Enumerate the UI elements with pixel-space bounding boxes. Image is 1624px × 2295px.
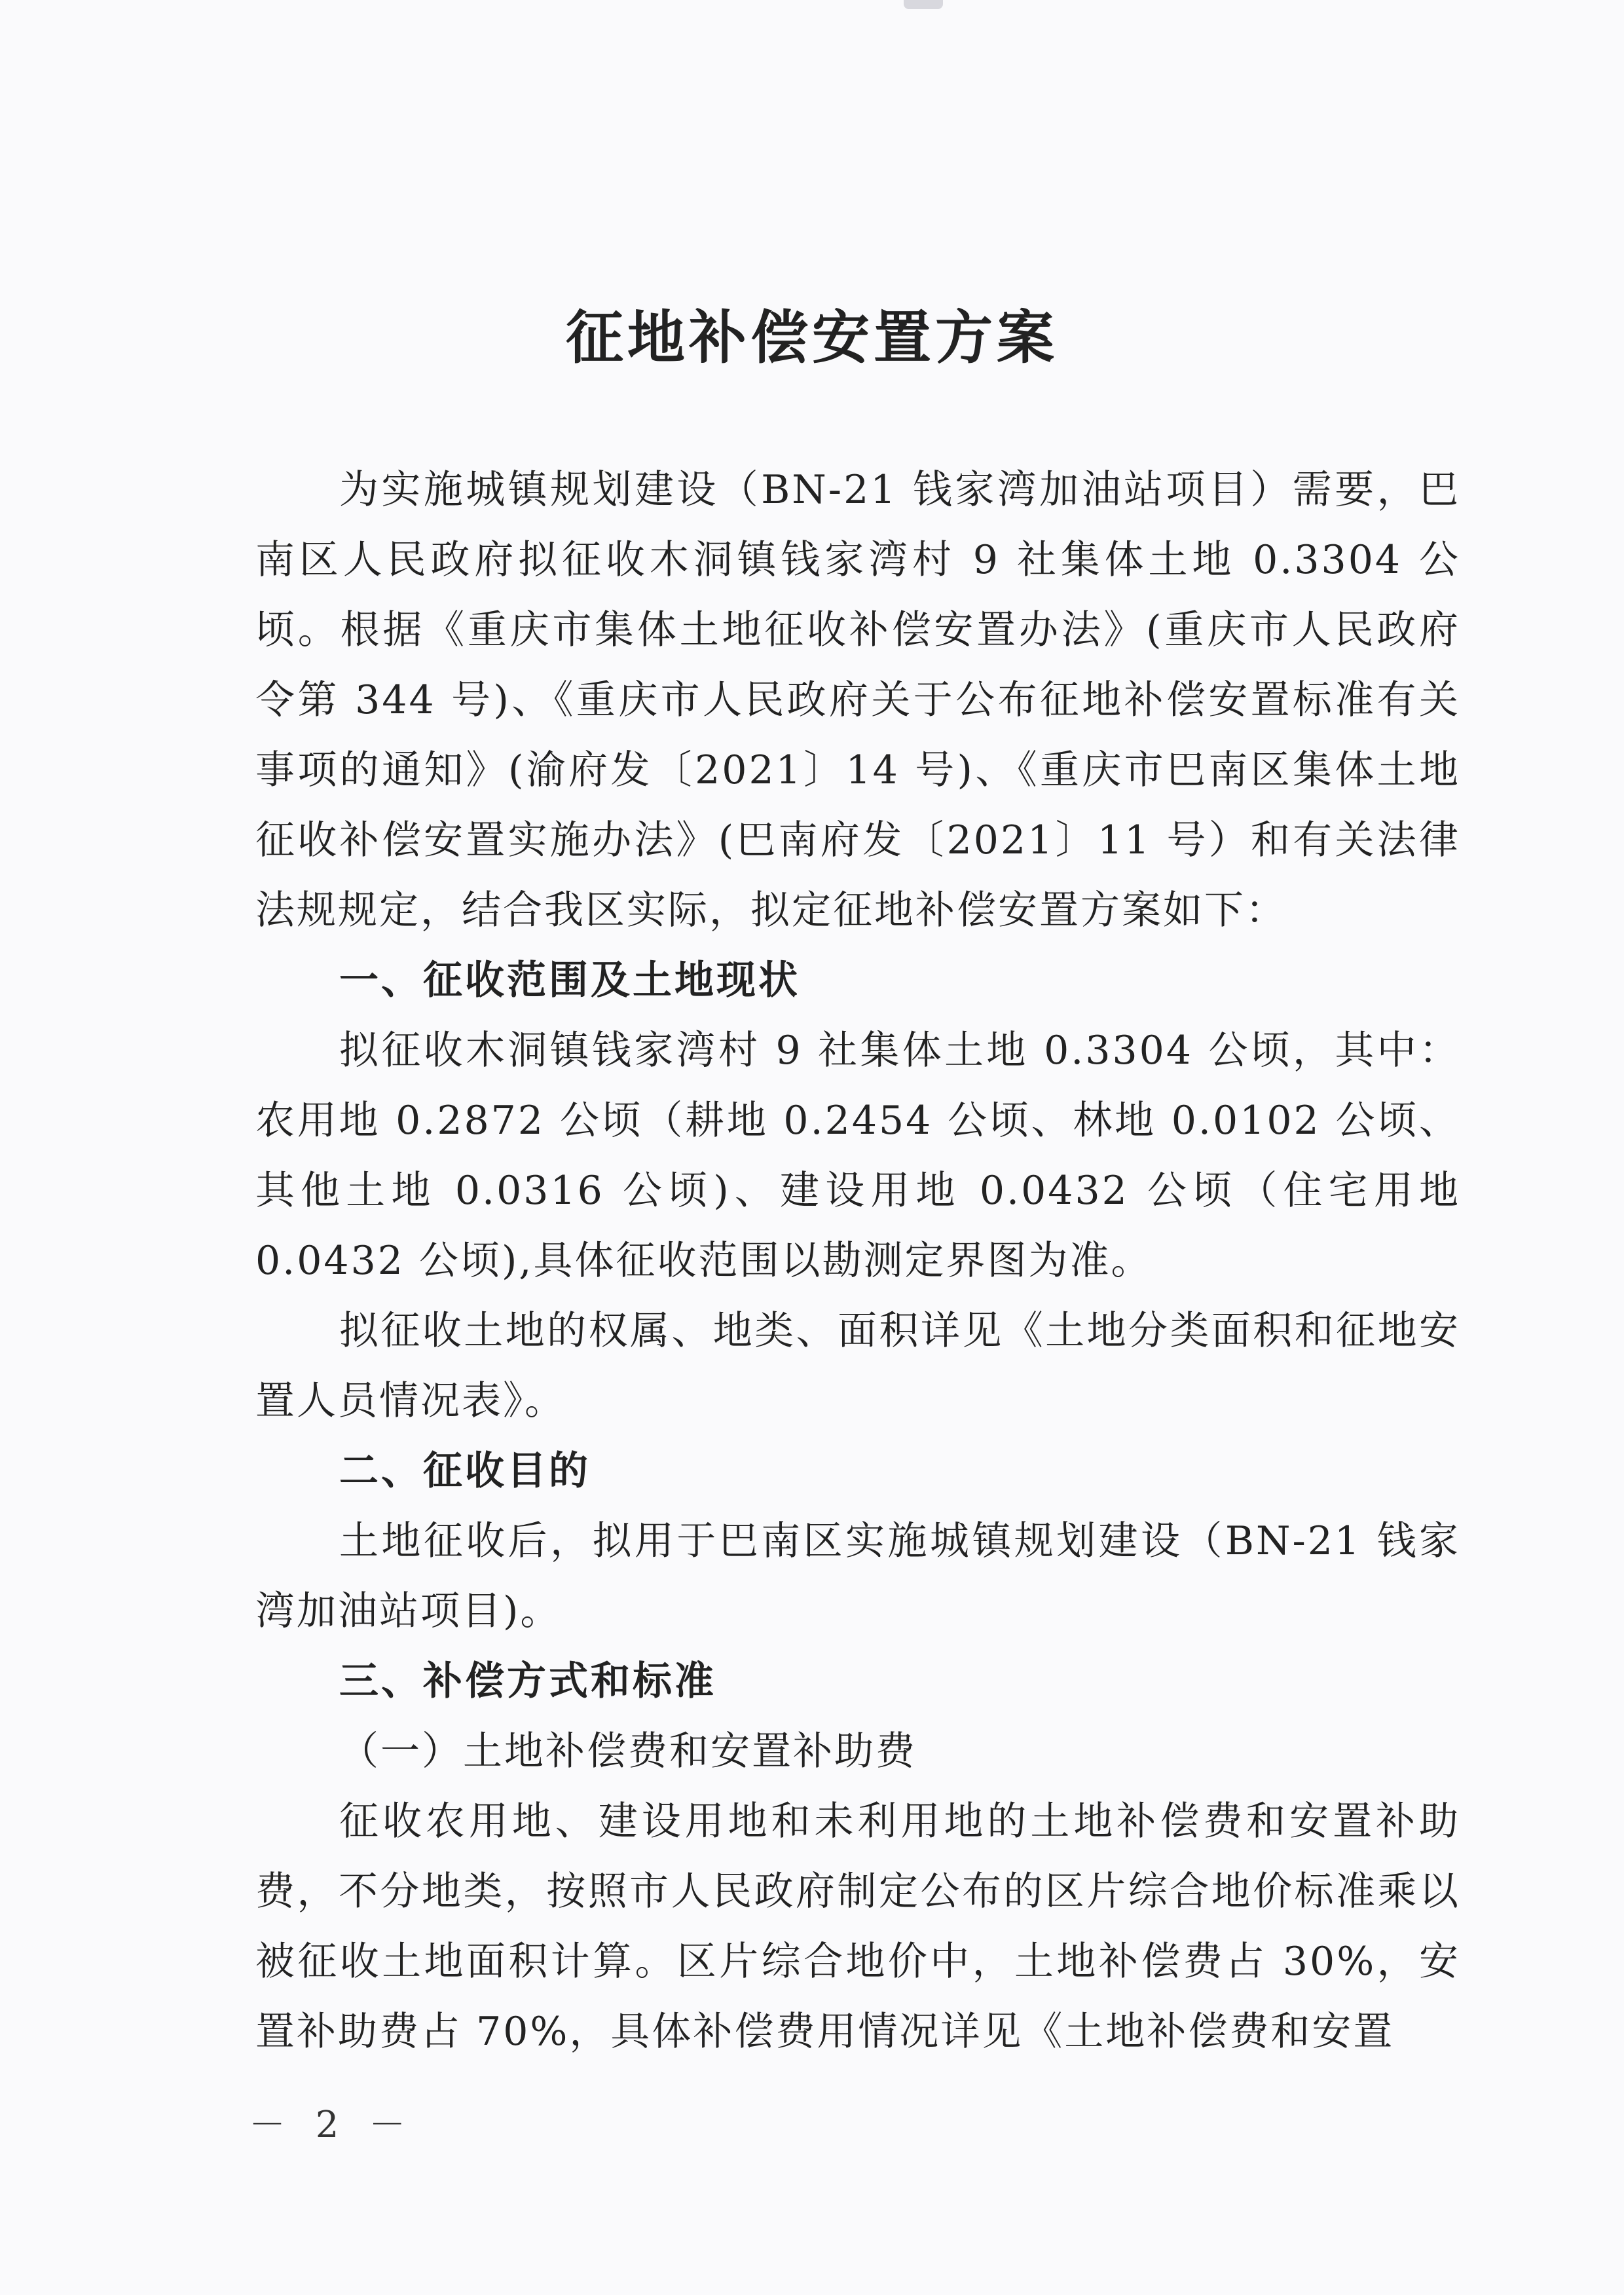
section-heading-compensation: 三、补偿方式和标准 <box>339 1658 716 1704</box>
document-body <box>255 455 1460 2067</box>
section-heading-scope: 一、征收范围及土地现状 <box>339 958 800 1003</box>
subsection-heading-land-compensation: （一）土地补偿费和安置补助费 <box>339 1728 917 1774</box>
scope-paragraph: 拟征收木洞镇钱家湾村 9 社集体土地 0.3304 公顷，其中：农用地 0.2872 公顷（耕地 0.2454 公顷、林地 0.0102 公顷、其他土地 0.0316 公顷)、建设用地 0.0432 公顷（住宅用地 0.0432 公顷),具体征收范围以勘测定界图为准。 <box>255 1028 1460 1284</box>
scope-detail-paragraph: 拟征收土地的权属、地类、面积详见《土地分类面积和征地安置人员情况表》。 <box>255 1308 1460 1424</box>
purpose-paragraph: 土地征收后，拟用于巴南区实施城镇规划建设（BN-21 钱家湾加油站项目)。 <box>255 1518 1460 1634</box>
page-title: 征地补偿安置方案 <box>565 303 1058 371</box>
scan-edge-mark <box>904 0 943 9</box>
intro-paragraph: 为实施城镇规划建设（BN-21 钱家湾加油站项目）需要，巴南区人民政府拟征收木洞镇钱家湾村 9 社集体土地 0.3304 公顷。根据《重庆市集体土地征收补偿安置办法》(重庆市人民政府令第 344 号)、《重庆市人民政府关于公布征地补偿安置标准有关事项的通知》(渝府发〔2021〕14 号)、《重庆市巴南区集体土地征收补偿安置实施办法》(巴南府发〔2021〕11 号）和有关法律法规规定，结合我区实际，拟定征地补偿安置方案如下： <box>255 467 1460 933</box>
page-number: － 2 － <box>249 2104 415 2146</box>
section-heading-purpose: 二、征收目的 <box>339 1448 591 1494</box>
compensation-paragraph: 征收农用地、建设用地和未利用地的土地补偿费和安置补助费，不分地类，按照市人民政府制定公布的区片综合地价标准乘以被征收土地面积计算。区片综合地价中，土地补偿费占 30%，安置补助费占 70%，具体补偿费用情况详见《土地补偿费和安置 <box>255 1799 1460 2055</box>
